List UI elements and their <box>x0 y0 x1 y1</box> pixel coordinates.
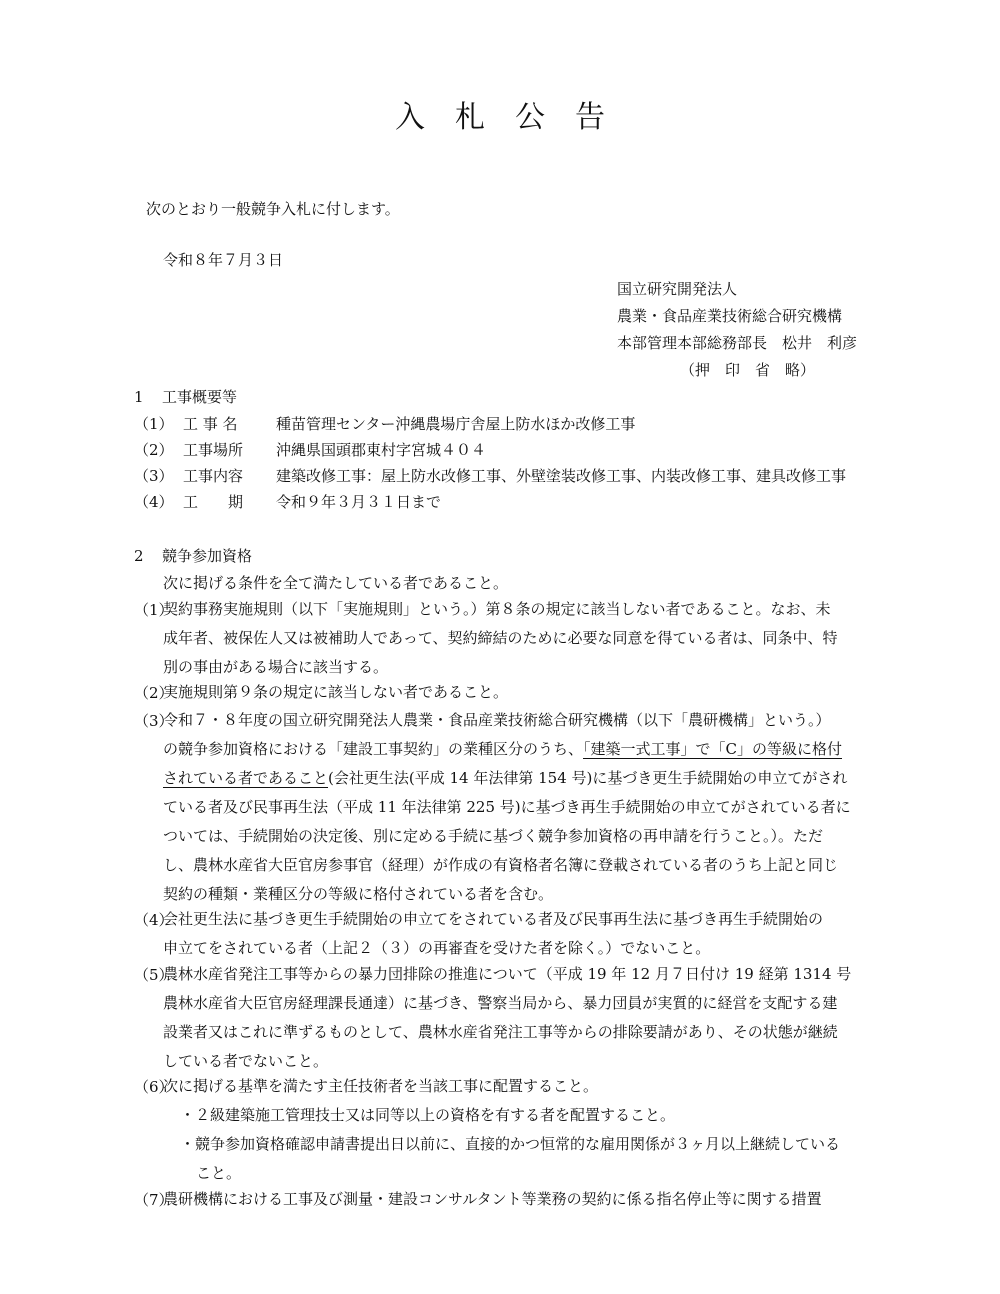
clause-5-line-1: 農林水産省発注工事等からの暴力団排除の推進について（平成 19 年 12 月７日付け 19 経第 1314 号 <box>163 965 852 983</box>
item-2-number: （2） <box>134 441 174 459</box>
clause-4-line-1: 会社更生法に基づき更生手続開始の申立てをされている者及び民事再生法に基づき再生手続開始の <box>163 910 824 928</box>
clause-3-number: （3） <box>134 712 174 730</box>
clause-6-bullet-1: ・２級建築施工管理技士又は同等以上の資格を有する者を配置すること。 <box>180 1106 676 1124</box>
section-2-heading <box>134 543 252 569</box>
clause-1-line-1: 契約事務実施規則（以下「実施規則」という。）第８条の規定に該当しない者であること。なお、未 <box>163 600 831 618</box>
item-4-label: 工 期 <box>183 493 244 511</box>
issuer-line-3: 本部管理本部総務部長 松井 利彦 <box>617 334 858 352</box>
intro-text: 次のとおり一般競争入札に付します。 <box>146 200 400 218</box>
clause-3-underlined-end: されている者であること <box>163 769 329 787</box>
clause-1-number: （1） <box>134 601 174 619</box>
clause-3-line-3-text: (会社更生法(平成 14 年法律第 154 号)に基づき更生手続開始の申立てがされ <box>328 769 848 787</box>
issuer-line-2: 農業・食品産業技術総合研究機構 <box>617 307 843 325</box>
item-4-number: （4） <box>134 493 174 511</box>
clause-6-bullet-2-line-2: こと。 <box>196 1164 242 1182</box>
clause-5-number: （5） <box>134 966 174 984</box>
clause-3-line-6: し、農林水産省大臣官房参事官（経理）が作成の有資格者名簿に登載されている者のうち上記と同じ <box>163 856 839 874</box>
clause-1-line-3: 別の事由がある場合に該当する。 <box>163 658 389 676</box>
clause-5-line-2: 農林水産省大臣官房経理課長通達）に基づき、警察当局から、暴力団員が実質的に経営を支配する建 <box>163 994 838 1012</box>
item-2-label: 工事場所 <box>183 441 244 459</box>
item-1-value: 種苗管理センター沖縄農場庁舎屋上防水ほか改修工事 <box>276 415 636 433</box>
clause-7-line-1: 農研機構における工事及び測量・建設コンサルタント等業務の契約に係る指名停止等に関する措置 <box>163 1190 822 1208</box>
clause-3-line-7: 契約の種類・業種区分の等級に格付されている者を含む。 <box>163 885 554 903</box>
clause-4-number: （4） <box>134 911 174 929</box>
document-title: 入 札 公 告 <box>395 100 605 135</box>
clause-3-line-2 <box>163 735 893 764</box>
clause-2-line-1: 実施規則第９条の規定に該当しない者であること。 <box>163 683 509 701</box>
issuer-line-1: 国立研究開発法人 <box>617 280 738 298</box>
section-1-title: 工事概要等 <box>162 388 238 406</box>
clause-7-number: （7） <box>134 1191 174 1209</box>
item-3-number: （3） <box>134 467 174 485</box>
clause-5-line-3: 設業者又はこれに準ずるものとして、農林水産省発注工事等からの排除要請があり、その状態が継続 <box>163 1023 838 1041</box>
clause-3-line-4: ている者及び民事再生法（平成 11 年法律第 225 号)に基づき再生手続開始の申立てがされている者に <box>163 798 851 816</box>
clause-3-line-5: ついては、手続開始の決定後、別に定める手続に基づく競争参加資格の再申請を行うこと。）。ただ <box>163 827 824 845</box>
item-3-value: 建築改修工事：屋上防水改修工事、外壁塗装改修工事、内装改修工事、建具改修工事 <box>276 467 847 485</box>
clause-6-bullet-2-line-1: ・競争参加資格確認申請書提出日以前に、直接的かつ恒常的な雇用関係が３ヶ月以上継続している <box>180 1135 841 1153</box>
clause-4-line-2: 申立てをされている者（上記２（３）の再審査を受けた者を除く。）でないこと。 <box>163 939 711 957</box>
clause-2-number: （2） <box>134 684 174 702</box>
section-2-lead: 次に掲げる条件を全て満たしている者であること。 <box>163 574 509 592</box>
seal-omitted-note: （押 印 省 略） <box>680 361 816 379</box>
item-3-label: 工事内容 <box>183 467 244 485</box>
item-1-number: （1） <box>134 415 174 433</box>
item-1-label: 工 事 名 <box>183 415 238 433</box>
item-4-value: 令和９年３月３１日まで <box>276 493 442 511</box>
clause-1-line-2: 成年者、被保佐人又は被補助人であって、契約締結のために必要な同意を得ている者は、同条中、特 <box>163 629 838 647</box>
clause-5-line-4: している者でないこと。 <box>163 1052 329 1070</box>
section-2-title: 競争参加資格 <box>162 547 253 565</box>
notice-date: 令和８年７月３日 <box>163 251 284 269</box>
clause-3-line-2-text: の競争参加資格における「建設工事契約」の業種区分のうち、 <box>163 740 584 758</box>
clause-3-line-1: 令和７・８年度の国立研究開発法人農業・食品産業技術総合研究機構（以下「農研機構」という。） <box>163 711 831 729</box>
section-2-number: 2 <box>134 547 144 565</box>
item-2-value: 沖縄県国頭郡東村字宮城４０４ <box>276 441 487 459</box>
clause-3-underlined-grade: 「建築一式工事」で「C」の等級に格付 <box>583 740 842 758</box>
section-1-number: 1 <box>134 388 144 406</box>
clause-3-line-3 <box>163 764 893 793</box>
section-1-heading <box>134 384 237 410</box>
clause-6-number: （6） <box>134 1078 174 1096</box>
clause-6-line-1: 次に掲げる基準を満たす主任技術者を当該工事に配置すること。 <box>163 1077 599 1095</box>
